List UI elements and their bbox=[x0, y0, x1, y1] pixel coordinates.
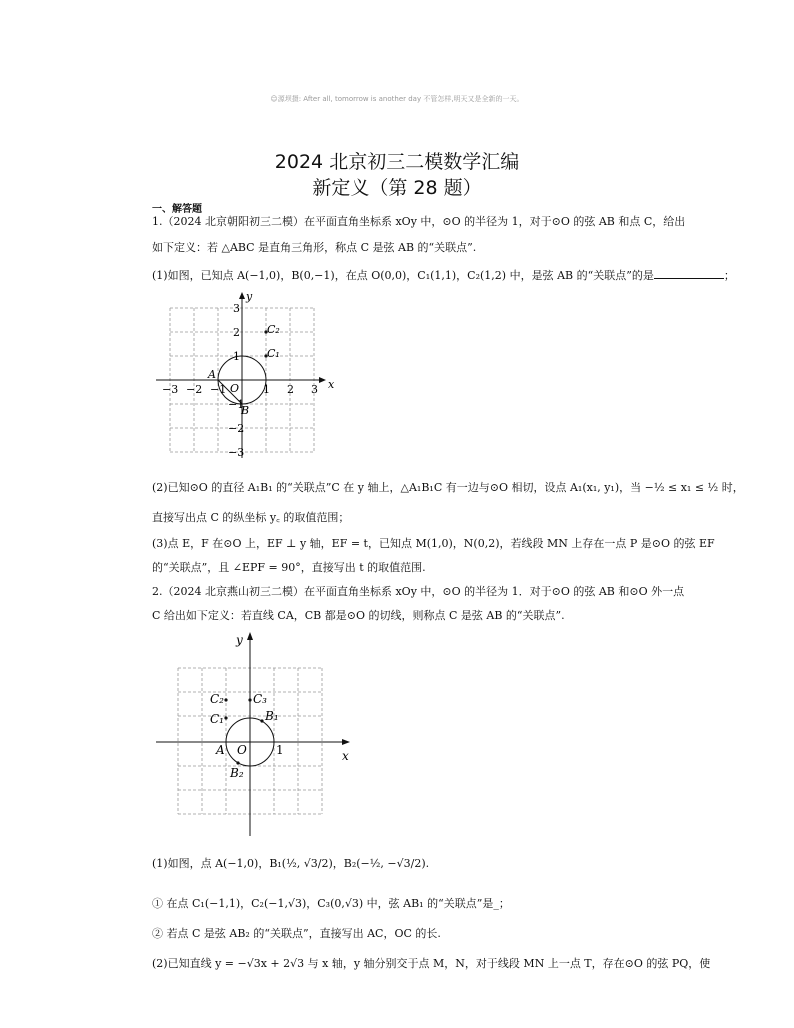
figure-1 bbox=[150, 286, 340, 466]
q1-part3b: 的“关联点”，且 ∠EPF = 90°，直接写出 t 的取值范围. bbox=[152, 561, 426, 574]
x-tick-label: −3 bbox=[162, 383, 179, 396]
q1-part3a: (3)点 E，F 在⊙O 上，EF ⊥ y 轴，EF = t，已知点 M(1,0)，N(0,2)，若线段 MN 上存在一点 P 是⊙O 的弦 EF bbox=[152, 537, 715, 550]
point-b2-dot bbox=[236, 761, 239, 764]
q1-part2a: (2)已知⊙O 的直径 A₁B₁ 的“关联点”C 在 y 轴上，△A₁B₁C 有一边与⊙O 相切，设点 A₁(x₁, y₁)，当 −½ ≤ x₁ ≤ ½ 时， bbox=[152, 481, 744, 494]
x-axis-label: x bbox=[328, 378, 335, 391]
q2-part1b: ② 若点 C 是弦 AB₂ 的“关联点”，直接写出 AC，OC 的长. bbox=[152, 927, 441, 940]
y-tick-label: 3 bbox=[233, 302, 240, 315]
point-b-label: B bbox=[241, 404, 250, 417]
y-tick-label: 1 bbox=[233, 350, 240, 363]
q1-part1-text: (1)如图，已知点 A(−1,0)，B(0,−1)，在点 O(0,0)，C₁(1,1)，C₂(1,2) 中，是弦 AB 的“关联点”的是 bbox=[152, 269, 654, 282]
q2-part1a: ① 在点 C₁(−1,1)，C₂(−1,√3)，C₃(0,√3) 中，弦 AB₁ 的“关联点”是_； bbox=[152, 897, 510, 910]
point-b1-label: B₁ bbox=[265, 709, 279, 723]
point-c1-label: C₁ bbox=[210, 712, 224, 726]
point-c1-label: C₁ bbox=[267, 347, 280, 360]
x-tick-label: 1 bbox=[263, 383, 270, 396]
y-axis-arrow bbox=[239, 292, 245, 299]
q1-intro-line2: 如下定义：若 △ABC 是直角三角形，称点 C 是弦 AB 的“关联点”. bbox=[152, 241, 477, 254]
point-b1-dot bbox=[260, 719, 263, 722]
page-subtitle: 新定义（第 28 题） bbox=[312, 177, 482, 199]
q1-part1 bbox=[152, 268, 735, 284]
section-heading: 一、解答题 bbox=[152, 204, 202, 215]
point-c1-dot bbox=[224, 716, 227, 719]
point-c2-dot bbox=[224, 698, 227, 701]
point-a-label: A bbox=[216, 743, 225, 757]
x-axis-label: x bbox=[342, 749, 349, 763]
point-b2-label: B₂ bbox=[230, 766, 244, 780]
origin-label: O bbox=[237, 743, 247, 757]
origin-label: O bbox=[230, 382, 240, 395]
x-tick-label: 3 bbox=[311, 383, 318, 396]
q2-intro-line1: 2.（2024 北京燕山初三二模）在平面直角坐标系 xOy 中，⊙O 的半径为 1．对于⊙O 的弦 AB 和⊙O 外一点 bbox=[152, 585, 685, 598]
q1-part1-end: ； bbox=[723, 269, 735, 282]
point-c3-label: C₃ bbox=[253, 692, 267, 706]
figure-2 bbox=[150, 628, 360, 840]
point-c2-label: C₂ bbox=[267, 323, 280, 336]
y-tick-label: 2 bbox=[233, 326, 240, 339]
tick-1-label: 1 bbox=[276, 743, 284, 757]
y-tick-label: −2 bbox=[228, 422, 245, 435]
q2-part1: (1)如图，点 A(−1,0)，B₁(½, √3/2)，B₂(−½, −√3/2). bbox=[152, 857, 430, 870]
q1-intro-line1: 1.（2024 北京朝阳初三二模）在平面直角坐标系 xOy 中，⊙O 的半径为 1，对于⊙O 的弦 AB 和点 C，给出 bbox=[152, 215, 686, 228]
x-tick-label: −2 bbox=[186, 383, 203, 396]
q2-part2: (2)已知直线 y = −√3x + 2√3 与 x 轴，y 轴分别交于点 M，N，对于线段 MN 上一点 T，存在⊙O 的弦 PQ，使 bbox=[152, 957, 711, 970]
x-tick-label: −1 bbox=[210, 383, 227, 396]
y-axis-label: y bbox=[236, 633, 243, 647]
point-c2-label: C₂ bbox=[210, 692, 224, 706]
y-axis-label: y bbox=[246, 290, 253, 303]
x-axis-arrow bbox=[319, 377, 326, 383]
y-tick-label: −3 bbox=[228, 446, 245, 459]
q2-intro-line2: C 给出如下定义：若直线 CA，CB 都是⊙O 的切线，则称点 C 是弦 AB 的“关联点”. bbox=[152, 609, 565, 622]
page-title: 2024 北京初三二模数学汇编 bbox=[274, 151, 520, 173]
answer-blank[interactable] bbox=[654, 268, 724, 279]
header-note: ☺源坝摄: After all, tomorrow is another day 不管怎样,明天又是全新的一天。 bbox=[270, 95, 524, 103]
y-axis-arrow bbox=[247, 632, 253, 640]
point-c3-dot bbox=[248, 698, 251, 701]
y-tick-label: −1 bbox=[228, 398, 245, 411]
x-tick-label: 2 bbox=[287, 383, 294, 396]
point-a-label: A bbox=[208, 368, 216, 381]
q1-part2b: 直接写出点 C 的纵坐标 y꜀ 的取值范围； bbox=[152, 511, 350, 524]
x-axis-arrow bbox=[342, 739, 350, 745]
